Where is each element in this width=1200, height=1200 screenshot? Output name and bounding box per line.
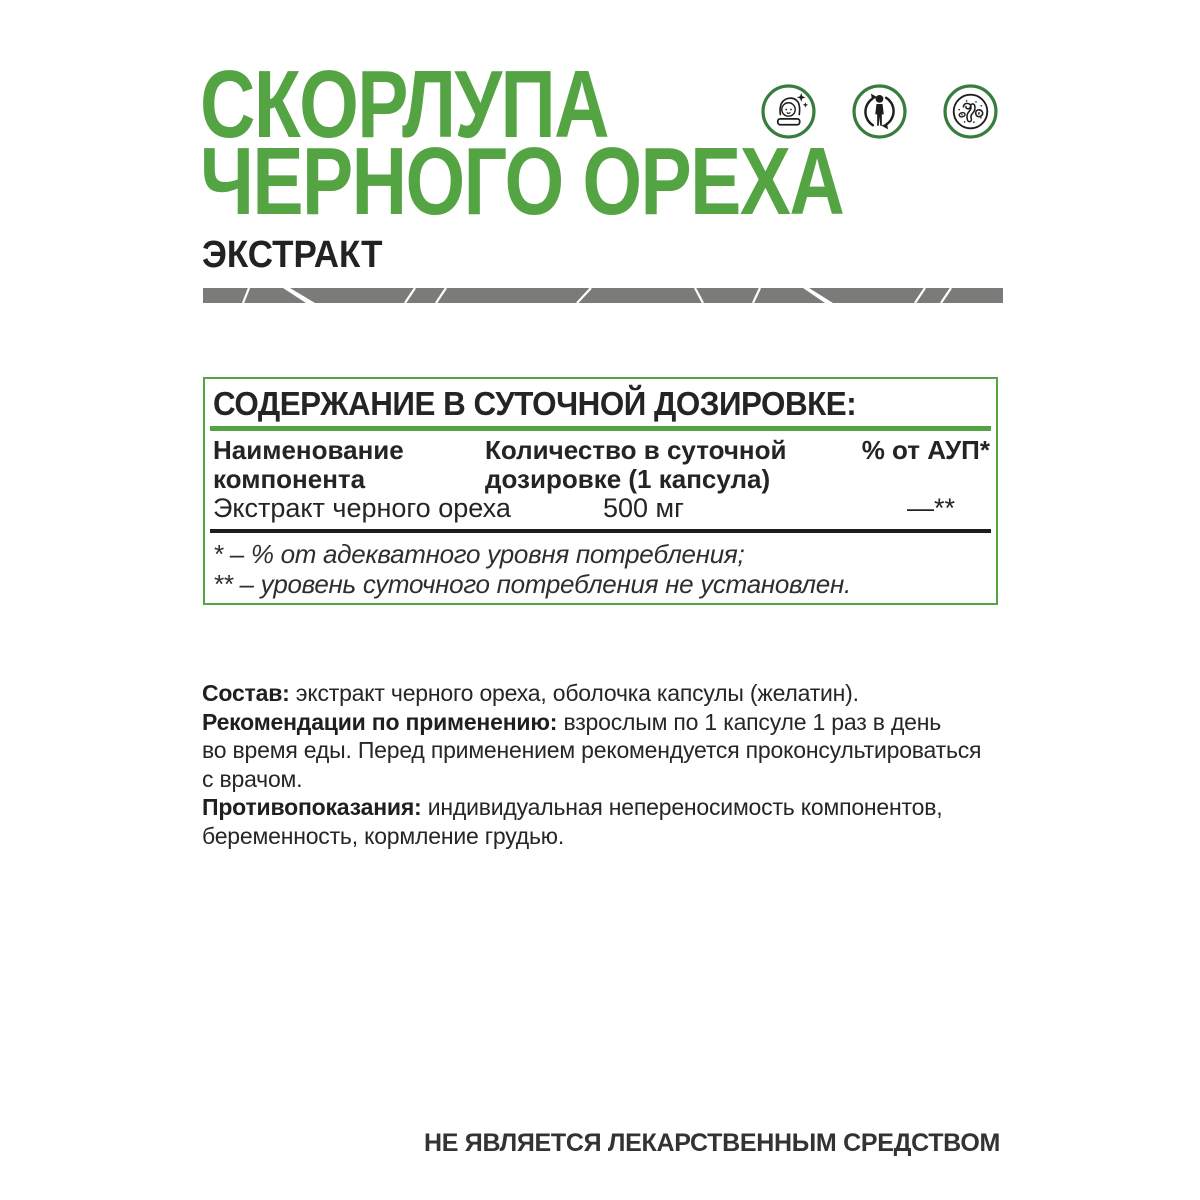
column-header-aup: % от АУП* [861,435,990,465]
microbes-icon [942,83,999,140]
table-row-amount: 500 мг [603,493,684,523]
product-info [202,679,1022,850]
product-title-line2: ЧЕРНОГО ОРЕХА [200,128,844,235]
black-divider [210,529,991,533]
product-subtitle: ЭКСТРАКТ [202,234,383,276]
usage-line-2 [202,736,1022,765]
usage-text-3: с врачом. [202,765,303,792]
daily-dosage-table [203,377,998,605]
decorative-stripe [203,288,1003,308]
product-title [200,51,844,235]
table-row-aup: —** [907,493,956,523]
green-divider [210,426,991,431]
contraindications-text-1: индивидуальная непереносимость компонентов, [421,794,943,820]
usage-text-2: во время еды. Перед применением рекомендуется проконсультироваться [202,737,982,763]
not-a-medicine-disclaimer: НЕ ЯВЛЯЕТСЯ ЛЕКАРСТВЕННЫМ СРЕДСТВОМ [424,1129,1000,1157]
product-title-line1: СКОРЛУПА [200,51,608,158]
usage-line-1 [202,708,1022,737]
usage-text-1: взрослым по 1 капсуле 1 раз в день [557,708,942,735]
composition-line [202,679,1022,708]
contraindications-line-2 [202,822,1022,851]
benefit-icons [760,83,1000,140]
footnote-level: ** – уровень суточного потребления не установлен. [213,569,851,599]
contraindications-text-2: беременность, кормление грудью. [202,822,565,849]
usage-label: Рекомендации по применению: [202,708,558,735]
beauty-skin-icon [760,83,817,140]
contraindications-line-1 [202,793,1022,822]
dosage-table-title: СОДЕРЖАНИЕ В СУТОЧНОЙ ДОЗИРОВКЕ: [213,385,857,422]
composition-text: экстракт черного ореха, оболочка капсулы (желатин). [289,680,859,706]
table-row-component: Экстракт черного ореха [213,493,511,523]
composition-label: Состав: [202,680,290,706]
column-header-component: Наименование компонента [213,435,404,494]
usage-line-3 [202,765,1022,794]
metabolism-icon [851,83,908,140]
footnote-aup: * – % от адекватного уровня потребления; [213,539,745,569]
column-header-amount: Количество в суточной дозировке (1 капсула) [485,435,787,494]
contraindications-label: Противопоказания: [202,794,422,820]
table-footnotes [213,539,851,599]
